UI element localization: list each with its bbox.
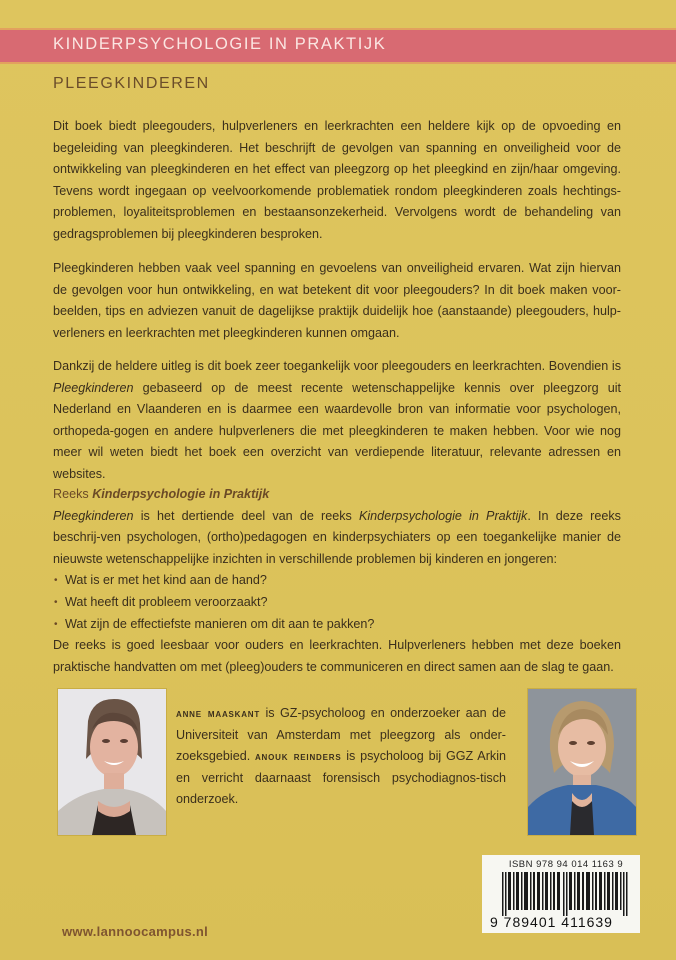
isbn-label: ISBN 978 94 014 1163 9 <box>508 859 624 870</box>
series-intro-rest: . In deze reeks beschrij-ven psychologen, (ortho)pedagogen en kinderpsychiaters op een toegankelijke manier de nieuwste wetenschappelijke inzichten in verschillende problemen bij kinderen en jongeren: <box>53 508 621 566</box>
ean-digits: 9 789401 411639 <box>490 914 613 930</box>
description-paragraph-3 <box>53 356 621 486</box>
series-label-prefix: Reeks <box>53 487 93 501</box>
series-intro-middle: is het dertiende deel van de reeks <box>133 508 359 523</box>
author-2-name: anouk reinders <box>254 749 342 764</box>
publisher-website-link[interactable]: www.lannoocampus.nl <box>62 924 209 939</box>
author-photo-anouk-reinders <box>527 688 637 836</box>
series-questions-list <box>53 570 621 635</box>
series-label <box>53 484 621 506</box>
series-intro <box>53 506 621 571</box>
series-info <box>53 484 621 678</box>
paragraph-text: Pleegkinderen hebben vaak veel spanning en gevoelens van onveiligheid ervaren. Wat zijn hiervan de gevolgen voor hun ontwikkeling, en wat betekent dit voor pleegouders? In dit boek maken voor-beelden, tips en adviezen vanuit de dagelijkse praktijk duidelijk hoe (aanstaande) pleegouders, hulp-verleners en leerkrachten met pleegkinderen kunnen omgaan. <box>53 261 621 340</box>
portrait-icon <box>58 689 166 835</box>
author-1-name: anne maaskant <box>176 706 261 720</box>
barcode-bars-icon <box>502 872 632 916</box>
portrait-icon <box>528 689 636 835</box>
paragraph-lead: Dankzij de heldere uitleg is dit boek zeer toegankelijk voor pleegouders en leerkrachten. Bovendien is <box>53 359 621 373</box>
author-2-bio: is psycholoog bij GGZ Arkin en verricht daarnaast forensisch psychodiagnos-tisch onderzoek. <box>176 749 506 807</box>
paragraph-text: Dit boek biedt pleegouders, hulpverleners en leerkrachten een heldere kijk op de opvoeding en begeleiding van pleegkinderen. Het beschrijft de gevolgen van spanning en onveiligheid voor de ontwikkeling van pleegkinderen en het effect van pleegzorg op het pleegkind en zijn/haar omgeving. Tevens wordt ingegaan op veelvoorkomende problematiek rondom pleegkinderen zoals hechtings-problemen, loyaliteitsproblemen en bestaansonzekerheid. Vervolgens wordt de behandeling van gedragsproblemen bij pleegkinderen besproken. <box>53 119 621 241</box>
list-item: • Wat heeft dit probleem veroorzaakt? <box>53 592 621 614</box>
book-title: PLEEGKINDEREN <box>53 75 210 92</box>
isbn-barcode <box>482 855 640 933</box>
list-item: • Wat zijn de effectiefste manieren om dit aan te pakken? <box>53 614 621 636</box>
author-photo-anne-maaskant <box>57 688 167 836</box>
authors-bio <box>176 703 506 811</box>
description-paragraph-2 <box>53 258 621 344</box>
list-item: • Wat is er met het kind aan de hand? <box>53 570 621 592</box>
italic-book-title: Pleegkinderen <box>53 380 134 395</box>
series-label-name: Kinderpsychologie in Praktijk <box>92 487 270 501</box>
series-intro-series: Kinderpsychologie in Praktijk <box>358 508 528 523</box>
description-paragraph-1 <box>53 116 621 246</box>
series-title: KINDERPSYCHOLOGIE IN PRAKTIJK <box>53 35 387 53</box>
author-1-bio: is GZ-psycholoog en onderzoeker aan de Universiteit van Amsterdam met pleegzorg als onder-zoeksgebied. <box>176 706 506 764</box>
series-closing: De reeks is goed leesbaar voor ouders en leerkrachten. Hulpverleners hebben met deze boeken praktische handvatten om met (pleeg)ouders te communiceren en direct samen aan de slag te gaan. <box>53 638 621 674</box>
series-intro-title: Pleegkinderen <box>53 508 134 523</box>
paragraph-rest: gebaseerd op de meest recente wetenschappelijke kennis over pleegzorg uit Nederland en Vlaanderen en is daarmee een waardevolle bron van informatie voor psychologen, orthopeda-gogen en andere hulpverleners die met pleegkinderen te maken hebben. Voor wie nog meer wil weten biedt het boek een overzicht van verdiepende literatuur, relevante adressen en websites. <box>53 380 621 481</box>
